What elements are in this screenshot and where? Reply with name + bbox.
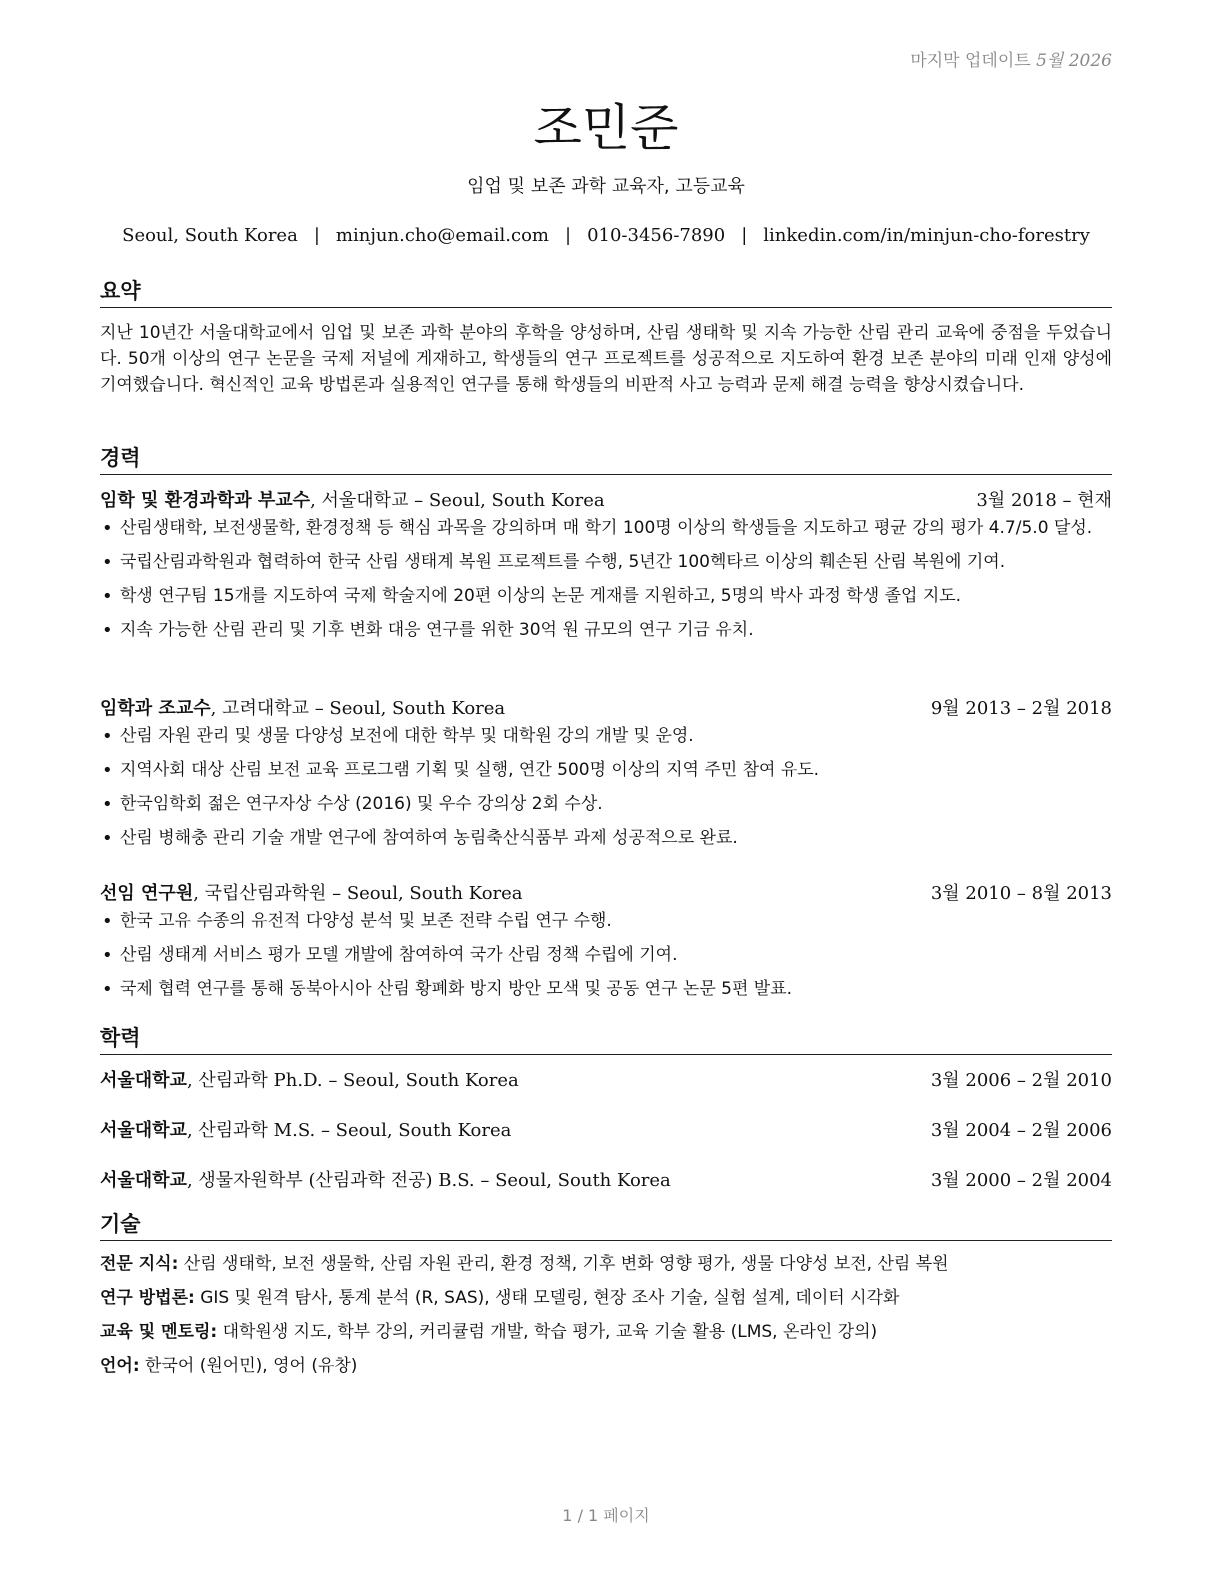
degree: , 생물자원학부 (산림과학 전공) B.S. – Seoul, South Korea (186, 1170, 671, 1191)
job-dates: 3월 2018 – 현재 (976, 490, 1112, 511)
job-title: 선임 연구원 (100, 883, 194, 904)
education-dates: 3월 2000 – 2월 2004 (930, 1170, 1112, 1191)
skills-section (100, 1208, 1112, 1241)
skill-label: 교육 및 멘토링: (100, 1322, 218, 1342)
education-dates: 3월 2004 – 2월 2006 (930, 1120, 1112, 1141)
skill-item (100, 1354, 1112, 1379)
job-org: , 고려대학교 – Seoul, South Korea (210, 698, 506, 719)
updated-prefix: 마지막 업데이트 (910, 51, 1031, 71)
skills-list (100, 1252, 1112, 1388)
experience-entry (100, 879, 1112, 1011)
experience-entry (100, 694, 1112, 860)
entry-header (100, 694, 1112, 720)
contact-email[interactable]: minjun.cho@email.com (335, 225, 549, 246)
job-title: 임학과 조교수 (100, 698, 211, 719)
school-name: 서울대학교 (100, 1070, 187, 1091)
school-name: 서울대학교 (100, 1170, 187, 1191)
skill-item (100, 1320, 1112, 1345)
skill-label: 연구 방법론: (100, 1288, 195, 1308)
education-entry (100, 1116, 1112, 1166)
bullet-item: • 산림생태학, 보전생물학, 환경정책 등 핵심 과목을 강의하며 매 학기 100명 이상의 학생들을 지도하고 평균 강의 평가 4.7/5.0 달성. (100, 516, 1112, 541)
education-section (100, 1022, 1112, 1055)
section-title: 학력 (100, 1022, 1112, 1055)
education-list (100, 1066, 1112, 1216)
section-title: 요약 (100, 275, 1112, 308)
resume-page (100, 0, 1112, 1584)
bullet-item: • 한국임학회 젊은 연구자상 수상 (2016) 및 우수 강의상 2회 수상. (100, 792, 1112, 817)
job-org: , 서울대학교 – Seoul, South Korea (310, 490, 605, 511)
section-title: 기술 (100, 1208, 1112, 1241)
education-entry (100, 1066, 1112, 1116)
contact-location: Seoul, South Korea (122, 225, 298, 246)
skill-label: 전문 지식: (100, 1254, 179, 1274)
contact-phone: 010-3456-7890 (587, 225, 726, 246)
degree: , 산림과학 Ph.D. – Seoul, South Korea (186, 1070, 519, 1091)
bullet-item: • 지속 가능한 산림 관리 및 기후 변화 대응 연구를 위한 30억 원 규모의 연구 기금 유치. (100, 618, 1112, 643)
contact-separator: | (313, 225, 320, 246)
school-name: 서울대학교 (100, 1120, 187, 1141)
skill-item (100, 1252, 1112, 1277)
skill-value: 한국어 (원어민), 영어 (유창) (139, 1356, 358, 1376)
experience-section (100, 442, 1112, 475)
skill-value: 산림 생태학, 보전 생물학, 산림 자원 관리, 환경 정책, 기후 변화 영향 평가, 생물 다양성 보전, 산림 복원 (178, 1254, 949, 1274)
job-dates: 3월 2010 – 8월 2013 (930, 883, 1112, 904)
contact-separator: | (565, 225, 572, 246)
updated-date: 5월 2026 (1036, 51, 1112, 71)
job-bullets (100, 724, 1112, 851)
skill-label: 언어: (100, 1356, 140, 1376)
job-title: 임학 및 환경과학과 부교수 (100, 490, 311, 511)
bullet-item: • 산림 병해충 관리 기술 개발 연구에 참여하여 농림축산식품부 과제 성공적으로 완료. (100, 826, 1112, 851)
contact-separator: | (741, 225, 748, 246)
bullet-item: • 산림 자원 관리 및 생물 다양성 보전에 대한 학부 및 대학원 강의 개발 및 운영. (100, 724, 1112, 749)
bullet-item: • 지역사회 대상 산림 보전 교육 프로그램 기획 및 실행, 연간 500명 이상의 지역 주민 참여 유도. (100, 758, 1112, 783)
bullet-item: • 국제 협력 연구를 통해 동북아시아 산림 황폐화 방지 방안 모색 및 공동 연구 논문 5편 발표. (100, 977, 1112, 1002)
bullet-item: • 국립산림과학원과 협력하여 한국 산림 생태계 복원 프로젝트를 수행, 5년간 100헥타르 이상의 훼손된 산림 복원에 기여. (100, 550, 1112, 575)
skill-value: GIS 및 원격 탐사, 통계 분석 (R, SAS), 생태 모델링, 현장 조사 기술, 실험 설계, 데이터 시각화 (194, 1288, 900, 1308)
contact-linkedin[interactable]: linkedin.com/in/minjun-cho-forestry (763, 225, 1090, 246)
bullet-item: • 한국 고유 수종의 유전적 다양성 분석 및 보존 전략 수립 연구 수행. (100, 909, 1112, 934)
job-bullets (100, 516, 1112, 643)
job-org: , 국립산림과학원 – Seoul, South Korea (193, 883, 523, 904)
page-number: 1 / 1 페이지 (562, 1506, 650, 1525)
skill-value: 대학원생 지도, 학부 강의, 커리큘럼 개발, 학습 평가, 교육 기술 활용 (LMS, 온라인 강의) (217, 1322, 878, 1342)
section-title: 경력 (100, 442, 1112, 475)
bullet-item: • 산림 생태계 서비스 평가 모델 개발에 참여하여 국가 산림 정책 수립에 기여. (100, 943, 1112, 968)
last-updated (910, 46, 1112, 71)
summary-section (100, 275, 1112, 398)
skill-item (100, 1286, 1112, 1311)
education-dates: 3월 2006 – 2월 2010 (930, 1070, 1112, 1091)
job-bullets (100, 909, 1112, 1002)
headline: 임업 및 보존 과학 교육자, 고등교육 (467, 176, 745, 197)
entry-header (100, 486, 1112, 512)
experience-entry (100, 486, 1112, 652)
bullet-item: • 학생 연구팀 15개를 지도하여 국제 학술지에 20편 이상의 논문 게재를 지원하고, 5명의 박사 과정 학생 졸업 지도. (100, 584, 1112, 609)
degree: , 산림과학 M.S. – Seoul, South Korea (186, 1120, 512, 1141)
job-dates: 9월 2013 – 2월 2018 (930, 698, 1112, 719)
person-name: 조민준 (533, 99, 679, 157)
contact-line (100, 225, 1112, 246)
summary-text: 지난 10년간 서울대학교에서 임업 및 보존 과학 분야의 후학을 양성하며, 산림 생태학 및 지속 가능한 산림 관리 교육에 중점을 두었습니다. 50개 이상의 연구 논문을 국제 저널에 게재하고, 학생들의 연구 프로젝트를 성공적으로 지도하여 환경 보존 분야의 미래 인재 양성에 기여했습니다. 혁신적인 교육 방법론과 실용적인 연구를 통해 학생들의 비판적 사고 능력과 문제 해결 능력을 향상시켰습니다. (100, 323, 1112, 395)
entry-header (100, 879, 1112, 905)
